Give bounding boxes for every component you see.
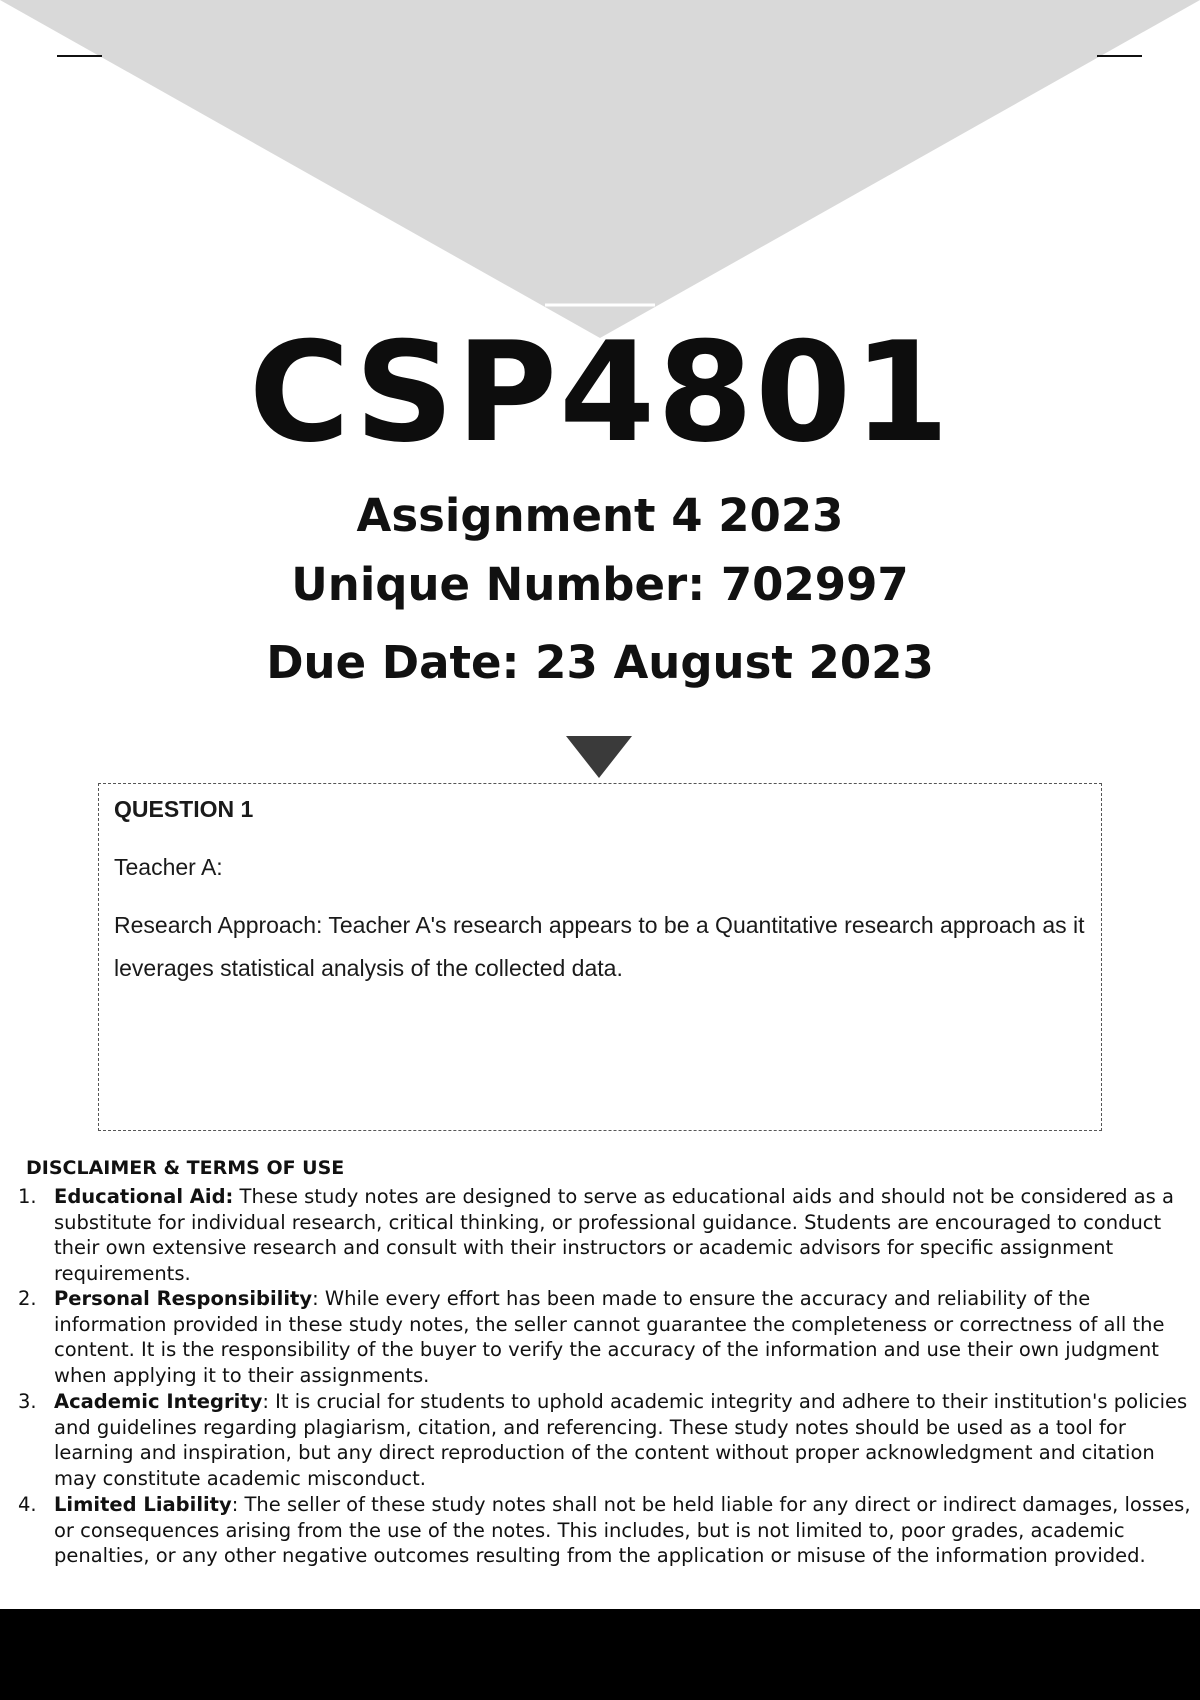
disclaimer-item-label: Academic Integrity	[54, 1390, 263, 1413]
disclaimer-item-text: : While every effort has been made to ensure the accuracy and reliability of the information provided in these study notes, the seller cannot guarantee the completeness or correctness of all the content. It is the responsibility of the buyer to verify the accuracy of the information and use their own judgment when applying it to their assignments.	[54, 1287, 1165, 1387]
disclaimer-item-text: : The seller of these study notes shall not be held liable for any direct or indirect damages, losses, or consequences arising from the use of the notes. This includes, but is not limited to, poor grades, academic penalties, or any other negative outcomes resulting from the application or misuse of the information provided.	[54, 1493, 1191, 1567]
disclaimer-item-number: 4.	[18, 1493, 37, 1516]
corner-line-right	[1097, 55, 1142, 57]
question-teacher-label: Teacher A:	[114, 854, 223, 880]
due-date: Due Date: 23 August 2023	[266, 636, 934, 689]
disclaimer-item-number: 3.	[18, 1390, 37, 1413]
disclaimer-item-text: : It is crucial for students to uphold academic integrity and adhere to their institution's policies and guidelines regarding plagiarism, citation, and referencing. These study notes should be used as a tool for learning and inspiration, but any direct reproduction of the content without proper acknowledgment and citation may constitute academic misconduct.	[54, 1390, 1188, 1490]
disclaimer-item-text: These study notes are designed to serve as educational aids and should not be considered as a substitute for individual research, critical thinking, or professional guidance. Students are encouraged to conduct their own extensive research and consult with their instructors or academic advisors for specific assignment requirements.	[54, 1185, 1174, 1285]
disclaimer-item-label: Educational Aid:	[54, 1185, 234, 1208]
unique-number: Unique Number: 702997	[291, 558, 909, 611]
disclaimer-item-number: 1.	[18, 1185, 37, 1208]
question-preview-box	[98, 783, 1102, 1131]
disclaimer-item-number: 2.	[18, 1287, 37, 1310]
assignment-title: Assignment 4 2023	[356, 489, 844, 542]
down-triangle-icon	[566, 736, 632, 778]
disclaimer-item-label: Personal Responsibility	[54, 1287, 313, 1310]
question-answer-text: Research Approach: Teacher A's research appears to be a Quantitative research approach as it leverages statistical analysis of the collected data.	[114, 912, 1085, 981]
question-title: QUESTION 1	[114, 796, 254, 822]
top-chevron-decoration	[0, 0, 1200, 340]
disclaimer-item-label: Limited Liability	[54, 1493, 232, 1516]
corner-line-left	[57, 55, 102, 57]
bottom-bar	[0, 1609, 1200, 1700]
course-code: CSP4801	[248, 312, 952, 473]
disclaimer-title: DISCLAIMER & TERMS OF USE	[26, 1157, 345, 1179]
